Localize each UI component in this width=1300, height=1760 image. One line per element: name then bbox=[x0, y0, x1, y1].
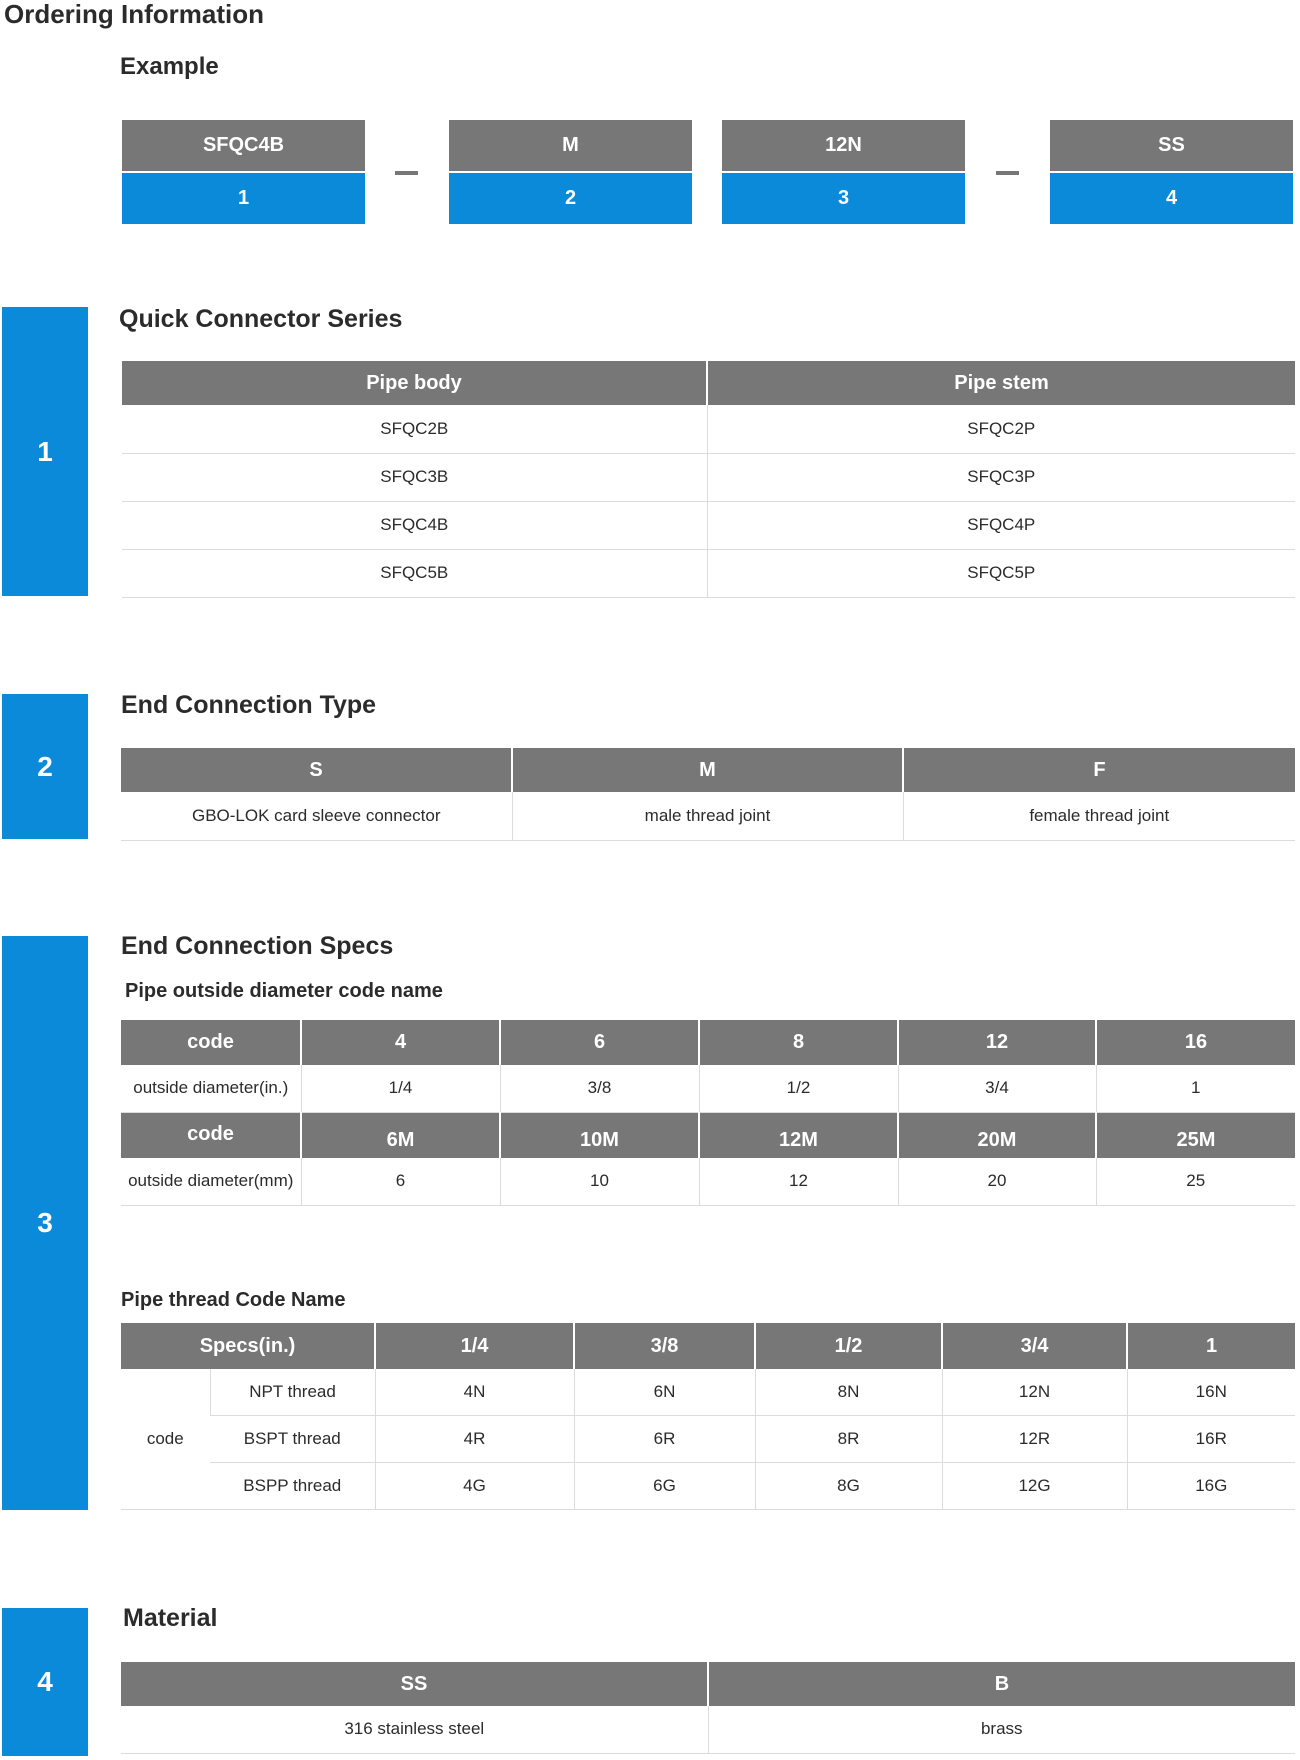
example-box-material bbox=[1050, 120, 1293, 224]
table-cell: 10 bbox=[500, 1158, 699, 1205]
table-cell: 12 bbox=[699, 1158, 898, 1205]
table-row bbox=[121, 1706, 1295, 1753]
column-header: B bbox=[708, 1662, 1295, 1706]
section-title-end-type: End Connection Type bbox=[121, 691, 377, 719]
example-code: SS bbox=[1050, 120, 1293, 171]
material-table bbox=[121, 1662, 1295, 1754]
table-cell: 25 bbox=[1096, 1158, 1295, 1205]
column-header-specs: Specs(in.) bbox=[121, 1323, 375, 1369]
table-row bbox=[122, 501, 1295, 549]
table-row bbox=[122, 453, 1295, 501]
example-box-end-type bbox=[449, 120, 692, 224]
column-header: Pipe body bbox=[122, 361, 707, 405]
diameter-subtitle: Pipe outside diameter code name bbox=[125, 980, 443, 1002]
table-cell: 6G bbox=[574, 1462, 755, 1509]
table-cell: 4R bbox=[375, 1415, 574, 1462]
example-code: SFQC4B bbox=[122, 120, 365, 171]
example-heading: Example bbox=[120, 53, 219, 80]
table-cell: female thread joint bbox=[903, 792, 1295, 840]
table-cell: SFQC2P bbox=[707, 405, 1295, 453]
table-row bbox=[121, 1462, 1295, 1509]
example-code: 12N bbox=[722, 120, 965, 171]
table-row bbox=[121, 1158, 1295, 1205]
column-header: 10M bbox=[500, 1112, 699, 1158]
example-index: 2 bbox=[449, 173, 692, 224]
column-header: 12 bbox=[898, 1020, 1096, 1065]
table-cell: NPT thread bbox=[210, 1369, 375, 1415]
example-index: 4 bbox=[1050, 173, 1293, 224]
table-cell: 4N bbox=[375, 1369, 574, 1415]
table-cell: 16N bbox=[1127, 1369, 1295, 1415]
table-cell: SFQC3B bbox=[122, 453, 707, 501]
table-cell: outside diameter(in.) bbox=[121, 1065, 301, 1112]
table-cell: 12G bbox=[942, 1462, 1127, 1509]
table-cell: 1/2 bbox=[699, 1065, 898, 1112]
column-header: 4 bbox=[301, 1020, 500, 1065]
series-table bbox=[122, 361, 1295, 598]
row-group-label: code bbox=[121, 1369, 210, 1509]
column-header: 6 bbox=[500, 1020, 699, 1065]
table-cell: 1/4 bbox=[301, 1065, 500, 1112]
table-row bbox=[121, 1369, 1295, 1415]
section-title-specs: End Connection Specs bbox=[121, 932, 394, 960]
thread-table bbox=[121, 1323, 1295, 1510]
example-box-specs bbox=[722, 120, 965, 224]
end-type-table bbox=[121, 748, 1295, 841]
table-cell: GBO-LOK card sleeve connector bbox=[121, 792, 512, 840]
table-row bbox=[121, 1065, 1295, 1112]
table-cell: BSPT thread bbox=[210, 1415, 375, 1462]
column-header: 1/4 bbox=[375, 1323, 574, 1369]
table-cell: SFQC4P bbox=[707, 501, 1295, 549]
column-header: 3/4 bbox=[942, 1323, 1127, 1369]
column-header: M bbox=[512, 748, 903, 792]
table-cell: SFQC3P bbox=[707, 453, 1295, 501]
column-header: 20M bbox=[898, 1112, 1096, 1158]
section-number-4: 4 bbox=[2, 1608, 88, 1756]
column-header: 1/2 bbox=[755, 1323, 942, 1369]
example-separator bbox=[996, 171, 1019, 175]
table-cell: SFQC5B bbox=[122, 549, 707, 597]
table-cell: brass bbox=[708, 1706, 1295, 1753]
table-cell: 16R bbox=[1127, 1415, 1295, 1462]
section-number-2: 2 bbox=[2, 694, 88, 839]
table-cell: 316 stainless steel bbox=[121, 1706, 708, 1753]
table-row bbox=[121, 1415, 1295, 1462]
table-cell: 6R bbox=[574, 1415, 755, 1462]
table-cell: SFQC5P bbox=[707, 549, 1295, 597]
table-cell: 8N bbox=[755, 1369, 942, 1415]
table-cell: 12R bbox=[942, 1415, 1127, 1462]
thread-subtitle: Pipe thread Code Name bbox=[121, 1289, 346, 1311]
column-header: 1 bbox=[1127, 1323, 1295, 1369]
row-header-code: code bbox=[121, 1112, 301, 1158]
table-row bbox=[122, 405, 1295, 453]
table-cell: 16G bbox=[1127, 1462, 1295, 1509]
table-cell: outside diameter(mm) bbox=[121, 1158, 301, 1205]
table-cell: 8R bbox=[755, 1415, 942, 1462]
table-cell: male thread joint bbox=[512, 792, 903, 840]
column-header: 12M bbox=[699, 1112, 898, 1158]
column-header: SS bbox=[121, 1662, 708, 1706]
table-cell: 8G bbox=[755, 1462, 942, 1509]
example-index: 3 bbox=[722, 173, 965, 224]
table-cell: SFQC2B bbox=[122, 405, 707, 453]
table-cell: BSPP thread bbox=[210, 1462, 375, 1509]
table-cell: 6 bbox=[301, 1158, 500, 1205]
example-separator bbox=[395, 171, 418, 175]
column-header: 8 bbox=[699, 1020, 898, 1065]
table-cell: 1 bbox=[1096, 1065, 1295, 1112]
example-code: M bbox=[449, 120, 692, 171]
section-title-series: Quick Connector Series bbox=[119, 305, 403, 333]
table-cell: 6N bbox=[574, 1369, 755, 1415]
table-cell: SFQC4B bbox=[122, 501, 707, 549]
column-header: 3/8 bbox=[574, 1323, 755, 1369]
table-row bbox=[121, 792, 1295, 840]
column-header: 25M bbox=[1096, 1112, 1295, 1158]
column-header: 6M bbox=[301, 1112, 500, 1158]
column-header: F bbox=[903, 748, 1295, 792]
table-cell: 4G bbox=[375, 1462, 574, 1509]
table-cell: 3/8 bbox=[500, 1065, 699, 1112]
column-header: 16 bbox=[1096, 1020, 1295, 1065]
table-cell: 3/4 bbox=[898, 1065, 1096, 1112]
example-box-series bbox=[122, 120, 365, 224]
column-header: Pipe stem bbox=[707, 361, 1295, 405]
table-cell: 12N bbox=[942, 1369, 1127, 1415]
diameter-table bbox=[121, 1020, 1295, 1206]
table-cell: 20 bbox=[898, 1158, 1096, 1205]
section-number-1: 1 bbox=[2, 307, 88, 596]
column-header: S bbox=[121, 748, 512, 792]
example-index: 1 bbox=[122, 173, 365, 224]
page-title: Ordering Information bbox=[4, 0, 264, 29]
row-header-code: code bbox=[121, 1020, 301, 1065]
table-row bbox=[122, 549, 1295, 597]
section-title-material: Material bbox=[123, 1604, 218, 1632]
section-number-3: 3 bbox=[2, 936, 88, 1510]
